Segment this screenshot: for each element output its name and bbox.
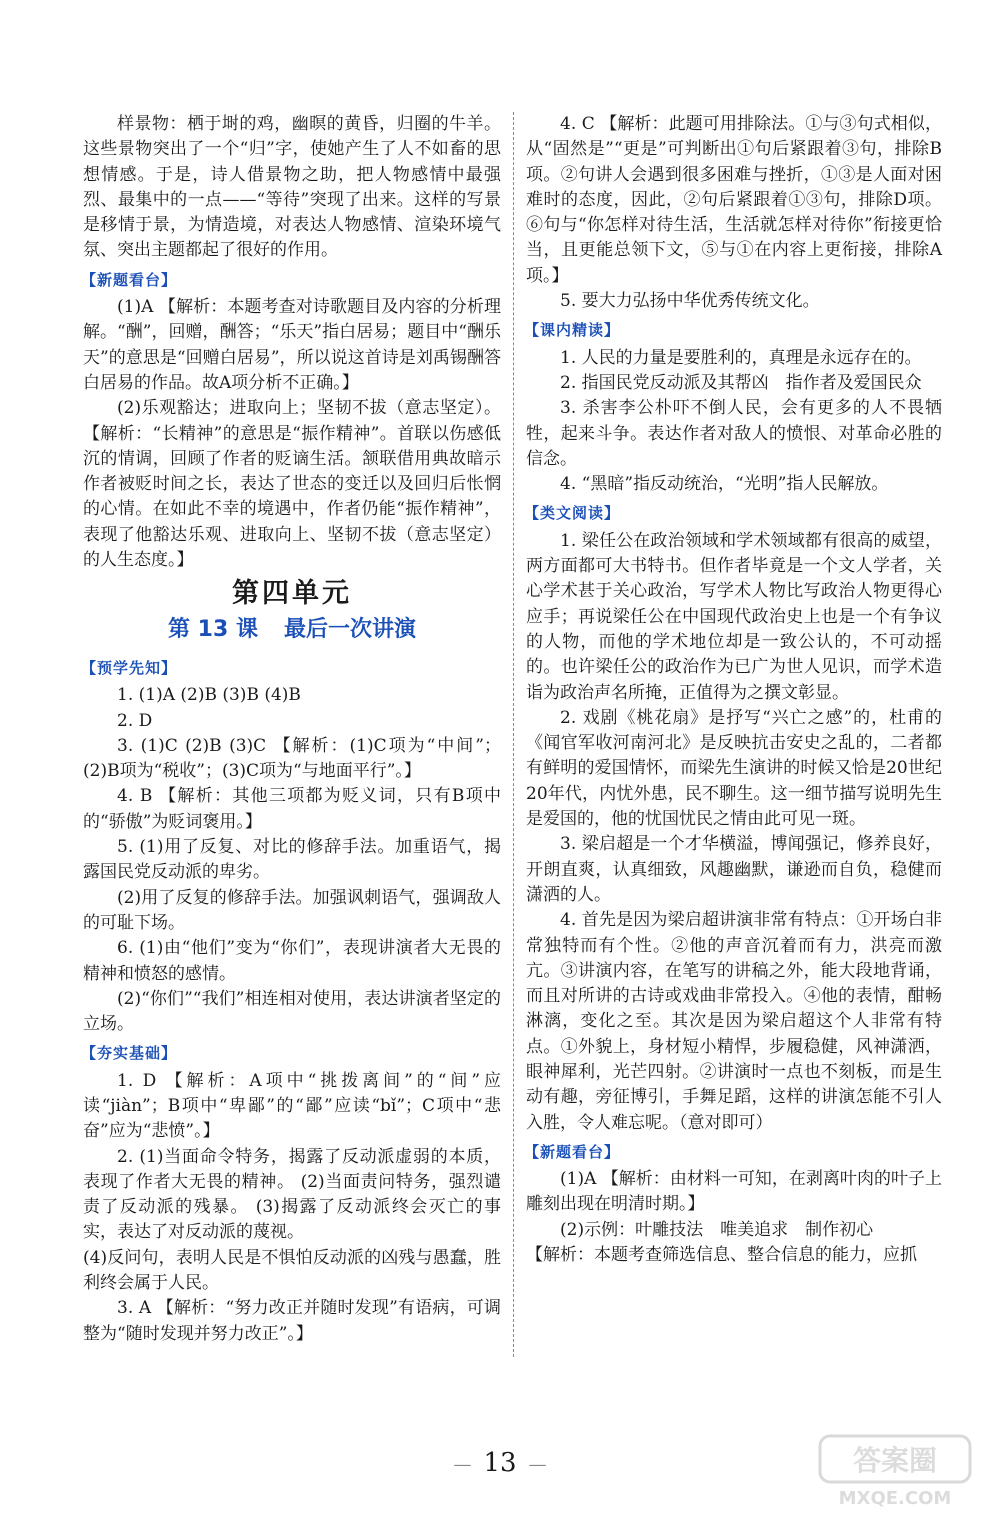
answer-item: 1. D 【解析：A项中“挑拨离间”的“间”应读“jiàn”；B项中“卑鄙”的“鄙”应读“bǐ”；C项中“悲奋”应为“悲愤”。】: [83, 1070, 501, 1142]
lesson-name: 最后一次讲演: [283, 616, 416, 642]
section-tag-preview: 【预学先知】: [81, 658, 178, 677]
section-tag-new-question: 【新题看台】: [524, 1142, 621, 1161]
unit-title: 第四单元: [232, 578, 352, 610]
answer-item: 2. (1)当面命令特务，揭露了反动派虚弱的本质，表现了作者大无畏的精神。 (2)当面责问特务，强烈谴责了反动派的残暴。 (3)揭露了反动派终会灭亡的事实，表达了对反动派的蔑视。: [83, 1146, 501, 1243]
answer-item: (2)“你们”“我们”相连相对使用，表达讲演者坚定的立场。: [83, 988, 501, 1035]
answer-item: (4)反问句，表明人民是不惧怕反动派的凶残与愚蠢，胜利终会属于人民。: [83, 1247, 501, 1294]
watermark-logo: [812, 1432, 982, 1510]
section-tag-new-question: 【新题看台】: [81, 270, 178, 289]
column-divider: [513, 112, 514, 1357]
section-tag-similar-reading: 【类文阅读】: [524, 504, 621, 523]
answer-item: 4. 首先是因为梁启超讲演非常有特点：①开场白非常独特而有个性。②他的声音沉着而有力，洪亮而激亢。③讲演内容，在笔写的讲稿之外，能大段地背诵，而且对所讲的古诗或戏曲非常投入。④他的表情，酣畅淋漓，变化之至。其次是因为梁启超这个人非常有特点。①外貌上，身材短小精悍，步履稳健，风神潇洒，眼神犀利，光芒四射。②讲演时一点也不刻板，而是生动有趣，旁征博引，手舞足蹈，这样的讲演怎能不引人入胜，令人难忘呢。（意对即可）: [526, 910, 942, 1133]
answer-item: 3. A 【解析：“努力改正并随时发现”有语病，可调整为“随时发现并努力改正”。】: [83, 1298, 501, 1344]
answer-item: (2)示例：叶雕技法 唯美追求 制作初心: [560, 1219, 874, 1240]
answer-item: 4. B 【解析：其他三项都为贬义词，只有B项中的“骄傲”为贬词褒用。】: [83, 786, 501, 832]
answer-item: 5. 要大力弘扬中华优秀传统文化。: [560, 291, 820, 312]
dash-decoration: —: [528, 1453, 547, 1475]
answer-item: 1. (1)A (2)B (3)B (4)B: [117, 685, 301, 706]
answer-item: (1)A 【解析：由材料一可知，在剥离叶肉的叶子上雕刻出现在明清时期。】: [526, 1169, 942, 1215]
lesson-number: 第 13 课: [168, 616, 258, 642]
right-column: [526, 112, 942, 1268]
answer-item: 3. 杀害李公朴吓不倒人民，会有更多的人不畏牺牲，起来斗争。表达作者对敌人的愤恨、对革命必胜的信念。: [526, 398, 942, 469]
answer-item: (2)乐观豁达；进取向上；坚韧不拔（意志坚定）。【解析：“长精神”的意思是“振作精神”。首联以伤感低沉的情调，回顾了作者的贬谪生活。颔联借用典故暗示作者被贬时间之长，表达了世态的变迁以及回归后怅惘的心情。在如此不幸的境遇中，作者仍能“振作精神”，表现了他豁达乐观、进取向上、坚韧不拔（意志坚定）的人生态度。】: [83, 398, 501, 571]
section-tag-foundation: 【夯实基础】: [81, 1044, 178, 1063]
answer-item: 4. “黑暗”指反动统治，“光明”指人民解放。: [560, 474, 889, 495]
answer-item: 6. (1)由“他们”变为“你们”，表现讲演者大无畏的精神和愤怒的感情。: [83, 938, 501, 984]
answer-item: 3. (1)C (2)B (3)C 【解析：(1)C项为“中间”；(2)B项为“税收”；(3)C项为“与地面平行”。】: [83, 735, 501, 782]
answer-item: 4. C 【解析：此题可用排除法。①与③句式相似，从“固然是”“更是”可判断出①句后紧跟着③句，排除B项。②句讲人会遇到很多困难与挫折，①③是人面对困难时的态度，因此，②句后紧跟着①③句，排除D项。⑥句与“你怎样对待生活，生活就怎样对待你”衔接更恰当，且更能总领下文，⑤与①在内容上更衔接，排除A项。】: [526, 114, 942, 286]
answer-item: 【解析：本题考查筛选信息、整合信息的能力，应抓: [526, 1245, 917, 1266]
left-column: [83, 112, 501, 1347]
watermark-url: MXQE.COM: [838, 1488, 952, 1509]
answer-item: 2. 戏剧《桃花扇》是抒写“兴亡之感”的，杜甫的《闻官军收河南河北》是反映抗击安史之乱的，二者都有鲜明的爱国情怀，而梁先生演讲的时候又恰是20世纪20年代，内忧外患，民不聊生。这一细节描写说明先生是爱国的，他的忧国忧民之情由此可见一斑。: [526, 707, 942, 830]
answer-item: 2. D: [117, 710, 153, 731]
answer-item: (1)A 【解析：本题考查对诗歌题目及内容的分析理解。“酬”，回赠，酬答；“乐天”指白居易；题目中“酬乐天”的意思是“回赠白居易”，所以说这首诗是刘禹锡酬答白居易的作品。故A项分析不正确。】: [83, 297, 501, 393]
section-tag-close-reading: 【课内精读】: [524, 321, 621, 340]
dash-decoration: —: [453, 1453, 472, 1475]
answer-item: 2. 指国民党反动派及其帮凶 指作者及爱国民众: [560, 372, 922, 393]
page-number-text: 13: [483, 1448, 517, 1478]
answer-item: 1. 梁任公在政治领域和学术领域都有很高的威望，两方面都可大书特书。但作者毕竟是一个文人学者，关心学术甚于关心政治，写学术人物比写政治人物更得心应手；再说梁任公在中国现代政治史上也是一个有争议的人物，而他的学术地位却是一致公认的，不可动摇的。也许梁任公的政治作为已广为世人见识，而学术造诣为政治声名所掩，正值得为之撰文彰显。: [526, 530, 942, 703]
answer-item: 5. (1)用了反复、对比的修辞手法。加重语气，揭露国民党反动派的卑劣。: [83, 837, 501, 883]
answer-item: (2)用了反复的修辞手法。加强讽刺语气，强调敌人的可耻下场。: [83, 887, 501, 933]
lesson-title: [83, 617, 501, 642]
answer-item: 3. 梁启超是一个才华横溢，博闻强记，修养良好，开朗直爽，认真细致，风趣幽默，谦逊而自负，稳健而潇洒的人。: [526, 834, 942, 905]
answer-item: 1. 人民的力量是要胜利的，真理是永远存在的。: [560, 347, 922, 368]
watermark-logo-text: 答案圈: [852, 1444, 938, 1477]
paragraph: 样景物：栖于埘的鸡，幽暝的黄昏，归圈的牛羊。这些景物突出了一个“归”字，使她产生了人不如畜的思想情感。于是，诗人借景物之助，把人物感情中最强烈、最集中的一点——“等待”突现了出来。这样的写景是移情于景，为情造境，对表达人物感情、渲染环境气氛、突出主题都起了很好的作用。: [83, 114, 501, 261]
